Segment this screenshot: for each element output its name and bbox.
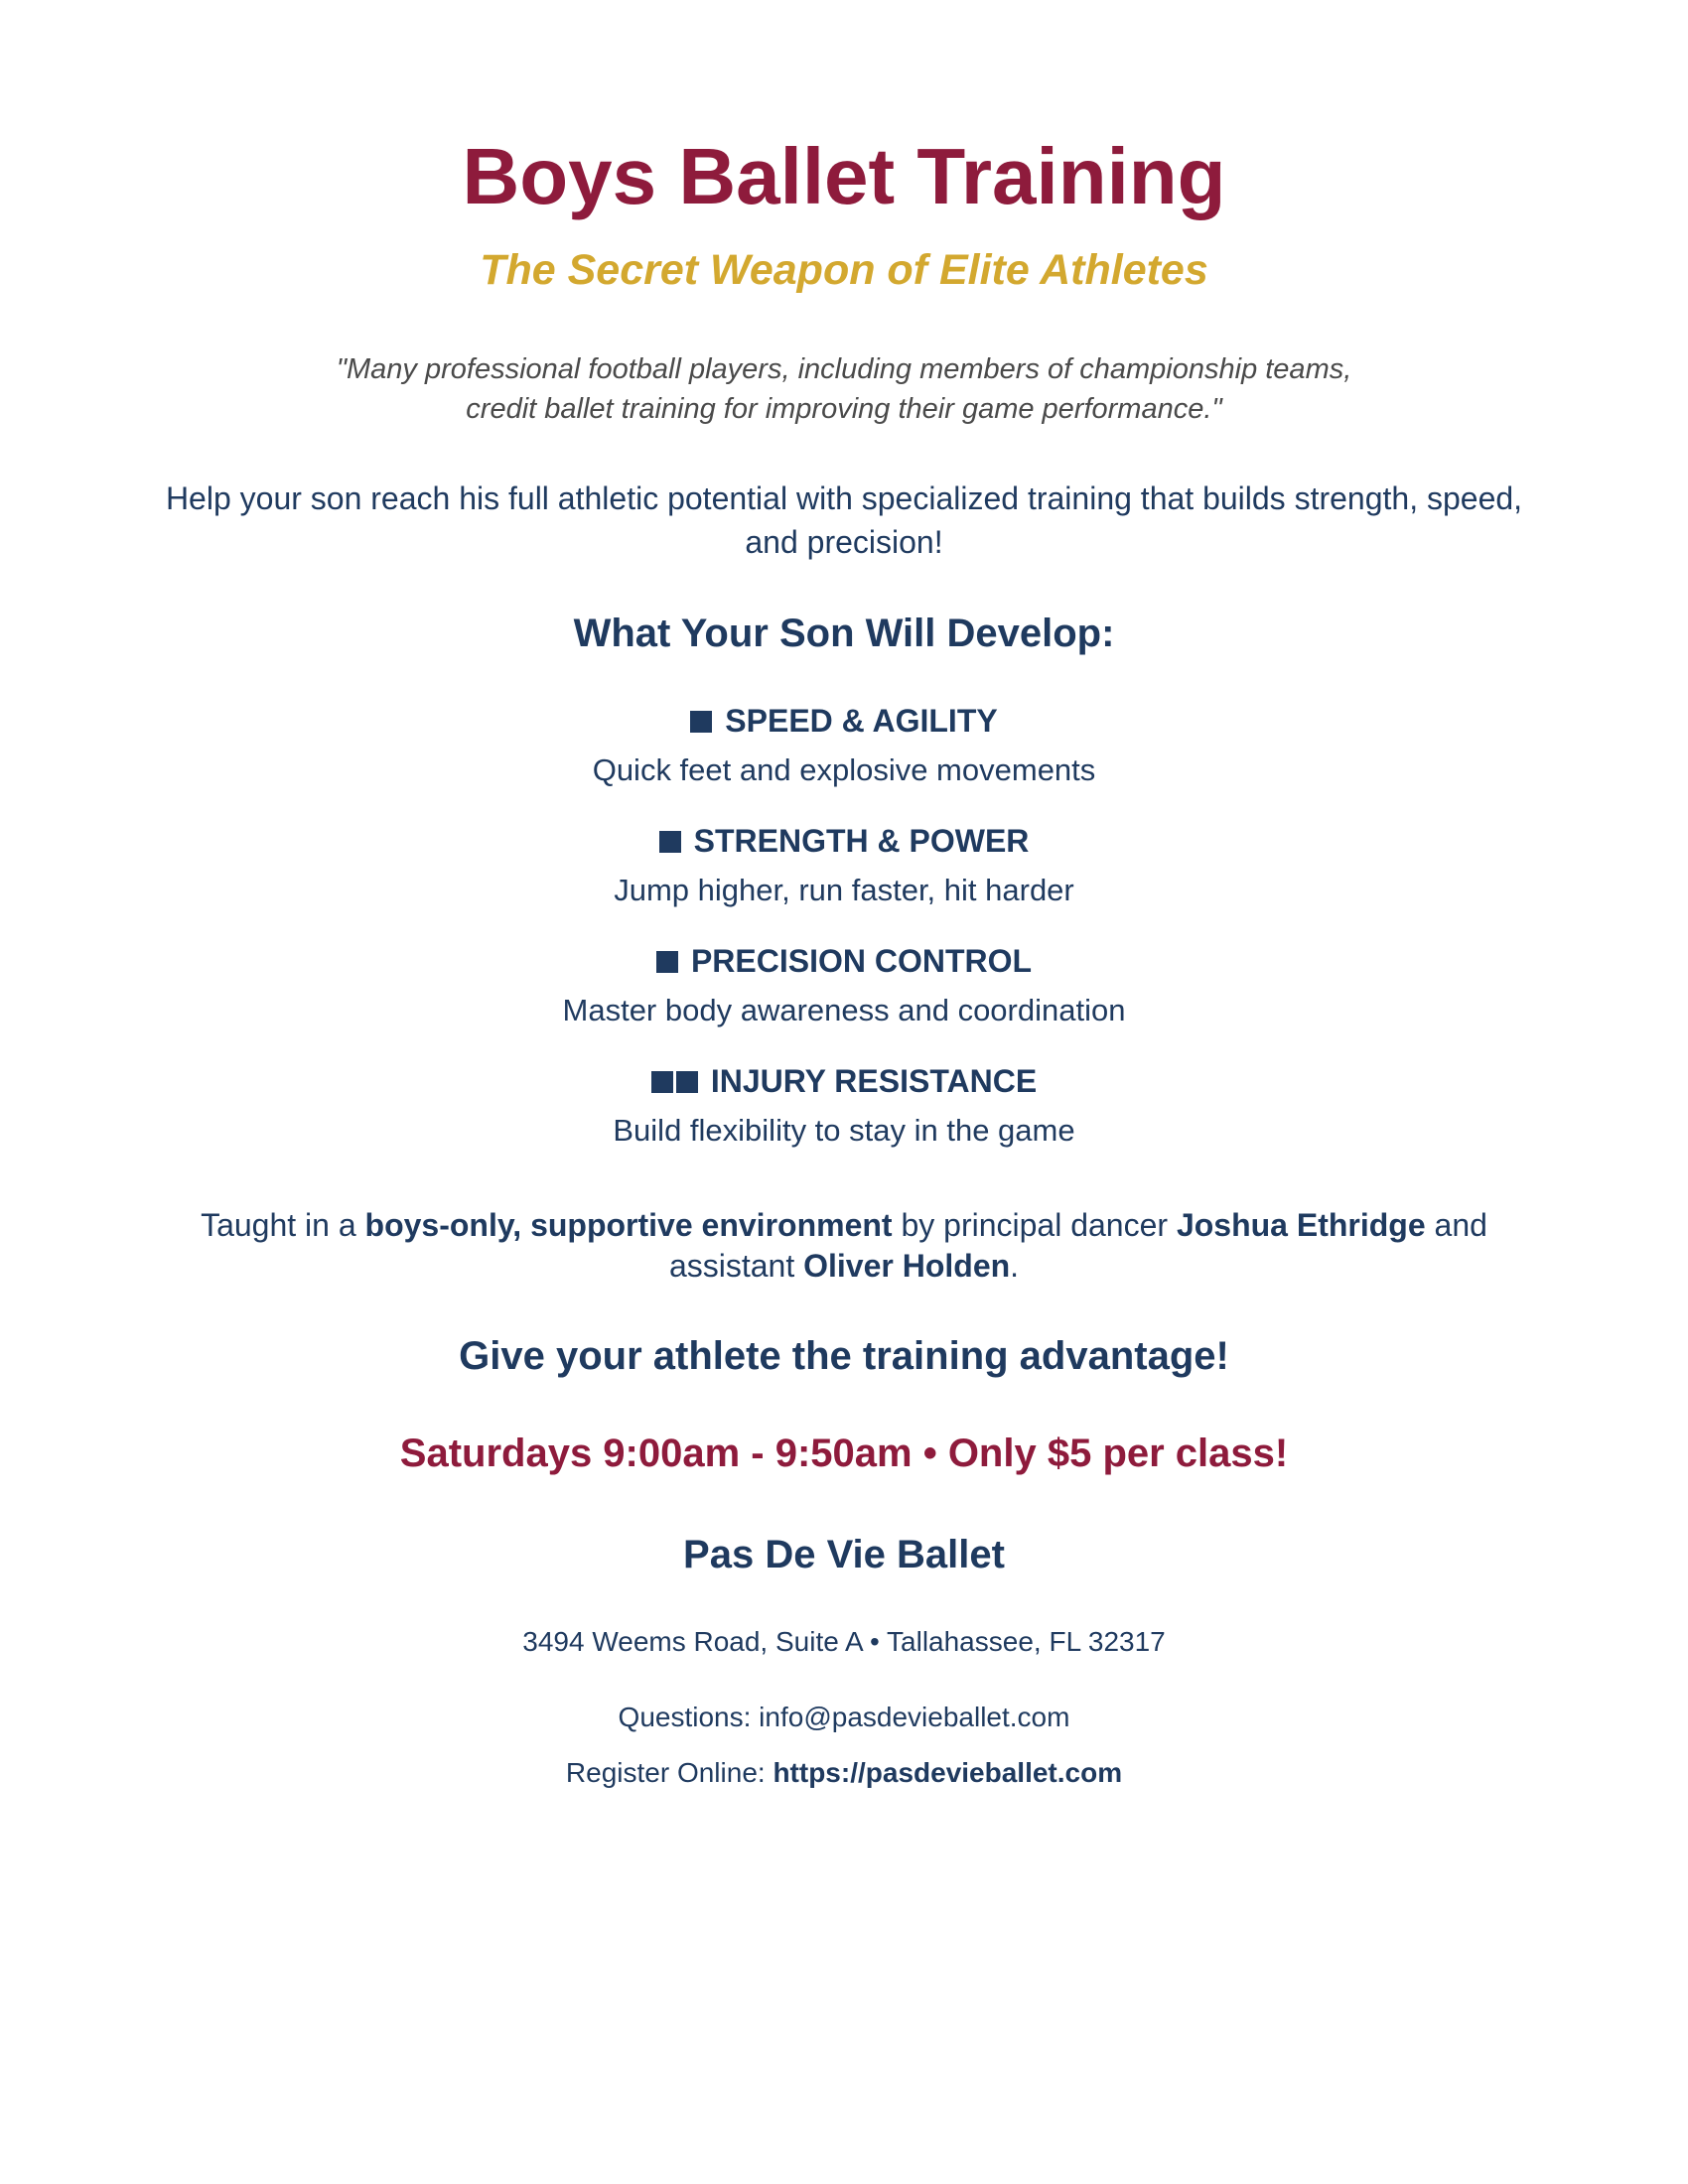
benefit-title: SPEED & AGILITY bbox=[725, 703, 998, 739]
register-label: Register Online: bbox=[565, 1757, 774, 1788]
quote-line-1: "Many professional football players, including members of championship teams, bbox=[336, 353, 1352, 385]
square-bullet-icon bbox=[656, 939, 681, 983]
benefit-title: INJURY RESISTANCE bbox=[710, 1063, 1038, 1099]
flyer-title: Boys Ballet Training bbox=[462, 132, 1226, 220]
flyer-subtitle: The Secret Weapon of Elite Athletes bbox=[480, 246, 1208, 294]
benefit-item bbox=[0, 699, 1688, 819]
assistant-name: Oliver Holden bbox=[803, 1248, 1011, 1284]
principal-dancer-name: Joshua Ethridge bbox=[1176, 1207, 1426, 1243]
benefit-description: Quick feet and explosive movements bbox=[592, 752, 1096, 787]
environment-highlight: boys-only, supportive environment bbox=[364, 1207, 893, 1243]
register-link[interactable]: https://pasdevieballet.com bbox=[773, 1757, 1123, 1788]
instructors-line-1: Taught in a boys-only, supportive environment by principal dancer Joshua Ethridge and bbox=[201, 1207, 1487, 1243]
develop-heading: What Your Son Will Develop: bbox=[573, 612, 1115, 655]
square-bullet-icon bbox=[690, 699, 715, 743]
benefit-title: STRENGTH & POWER bbox=[693, 823, 1030, 859]
testimonial-quote bbox=[0, 349, 1688, 429]
class-schedule: Saturdays 9:00am - 9:50am • Only $5 per class! bbox=[399, 1432, 1289, 1475]
studio-address: 3494 Weems Road, Suite A • Tallahassee, FL 32317 bbox=[522, 1626, 1166, 1657]
register-line bbox=[0, 1753, 1688, 1793]
intro-paragraph bbox=[0, 477, 1688, 564]
instructors-paragraph bbox=[0, 1205, 1688, 1287]
intro-line-1: Help your son reach his full athletic potential with specialized training that builds strength, speed, bbox=[165, 480, 1523, 516]
call-to-action: Give your athlete the training advantage! bbox=[459, 1334, 1229, 1378]
benefit-title: PRECISION CONTROL bbox=[690, 943, 1033, 979]
double-square-bullet-icon bbox=[651, 1059, 701, 1103]
quote-line-2: credit ballet training for improving their game performance." bbox=[466, 393, 1222, 425]
benefit-description: Jump higher, run faster, hit harder bbox=[614, 873, 1074, 907]
studio-name: Pas De Vie Ballet bbox=[683, 1533, 1005, 1576]
contact-email[interactable]: Questions: info@pasdevieballet.com bbox=[618, 1702, 1070, 1732]
square-bullet-icon bbox=[659, 819, 684, 863]
benefit-item bbox=[0, 1059, 1688, 1179]
benefits-list bbox=[0, 699, 1688, 1179]
benefit-item bbox=[0, 819, 1688, 939]
instructors-line-2: assistant Oliver Holden. bbox=[668, 1248, 1020, 1284]
intro-line-2: and precision! bbox=[745, 524, 943, 560]
benefit-description: Build flexibility to stay in the game bbox=[613, 1113, 1075, 1148]
benefit-item bbox=[0, 939, 1688, 1059]
benefit-description: Master body awareness and coordination bbox=[562, 993, 1126, 1027]
